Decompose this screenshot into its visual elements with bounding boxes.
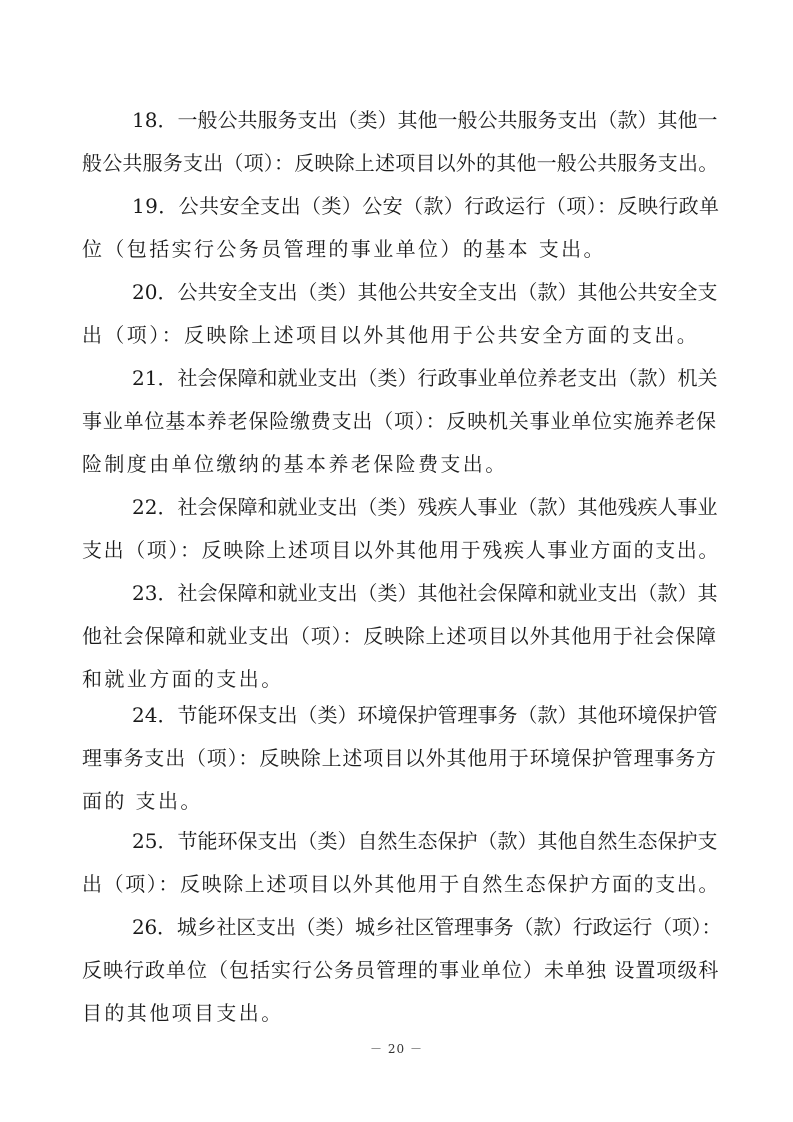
paragraph-item-20 (82, 271, 722, 357)
paragraph-line: 25．节能环保支出（类）自然生态保护（款）其他自然生态保护支 (132, 829, 718, 853)
paragraph-line: 支出（项）：反映除上述项目以外其他用于残疾人事业方面的支出。 (82, 538, 720, 562)
paragraph-item-22 (82, 486, 722, 572)
paragraph-line: 20．公共安全支出（类）其他公共安全支出（款）其他公共安全支 (132, 280, 718, 304)
paragraph-item-25 (82, 820, 722, 906)
paragraph-line: 位（包括实行公务员管理的事业单位）的基本 支出。 (82, 237, 606, 261)
paragraph-line: 24．节能环保支出（类）环境保护管理事务（款）其他环境保护管 (132, 703, 718, 727)
paragraph-line: 21．社会保障和就业支出（类）行政事业单位养老支出（款）机关 (132, 366, 718, 390)
paragraph-item-21 (82, 357, 722, 486)
paragraph-item-24 (82, 694, 722, 823)
paragraph-line: 面的 支出。 (82, 789, 203, 813)
paragraph-line: 26．城乡社区支出（类）城乡社区管理事务（款）行政运行（项）： (132, 915, 722, 939)
paragraph-item-19 (82, 185, 722, 271)
paragraph-item-26 (82, 906, 722, 1035)
paragraph-line: 18．一般公共服务支出（类）其他一般公共服务支出（款）其他一 (132, 108, 718, 132)
paragraph-line: 19．公共安全支出（类）公安（款）行政运行（项）：反映行政单 (132, 194, 720, 218)
paragraph-line: 他社会保障和就业支出（项）：反映除上述项目以外其他用于社会保障 (82, 624, 717, 648)
paragraph-item-18 (82, 99, 722, 185)
paragraph-line: 出（项）：反映除上述项目以外其他用于自然生态保护方面的支出。 (82, 872, 720, 896)
page-number: － 20 － (370, 1042, 423, 1056)
paragraph-line: 理事务支出（项）：反映除上述项目以外其他用于环境保护管理事务方 (82, 746, 717, 770)
paragraph-item-23 (82, 572, 722, 701)
paragraph-line: 和就业方面的支出。 (82, 667, 284, 691)
paragraph-line: 23．社会保障和就业支出（类）其他社会保障和就业支出（款）其 (132, 581, 718, 605)
paragraph-line: 般公共服务支出（项）：反映除上述项目以外的其他一般公共服务支出。 (82, 151, 719, 175)
paragraph-line: 22．社会保障和就业支出（类）残疾人事业（款）其他残疾人事业 (132, 495, 718, 519)
paragraph-line: 事业单位基本养老保险缴费支出（项）：反映机关事业单位实施养老保 (82, 409, 717, 433)
paragraph-line: 出（项）：反映除上述项目以外其他用于公共安全方面的支出。 (82, 323, 700, 347)
paragraph-line: 反映行政单位（包括实行公务员管理的事业单位）未单独 设置项级科 (82, 958, 720, 982)
paragraph-line: 险制度由单位缴纳的基本养老保险费支出。 (82, 452, 508, 476)
paragraph-line: 目的其他项目支出。 (82, 1001, 284, 1025)
